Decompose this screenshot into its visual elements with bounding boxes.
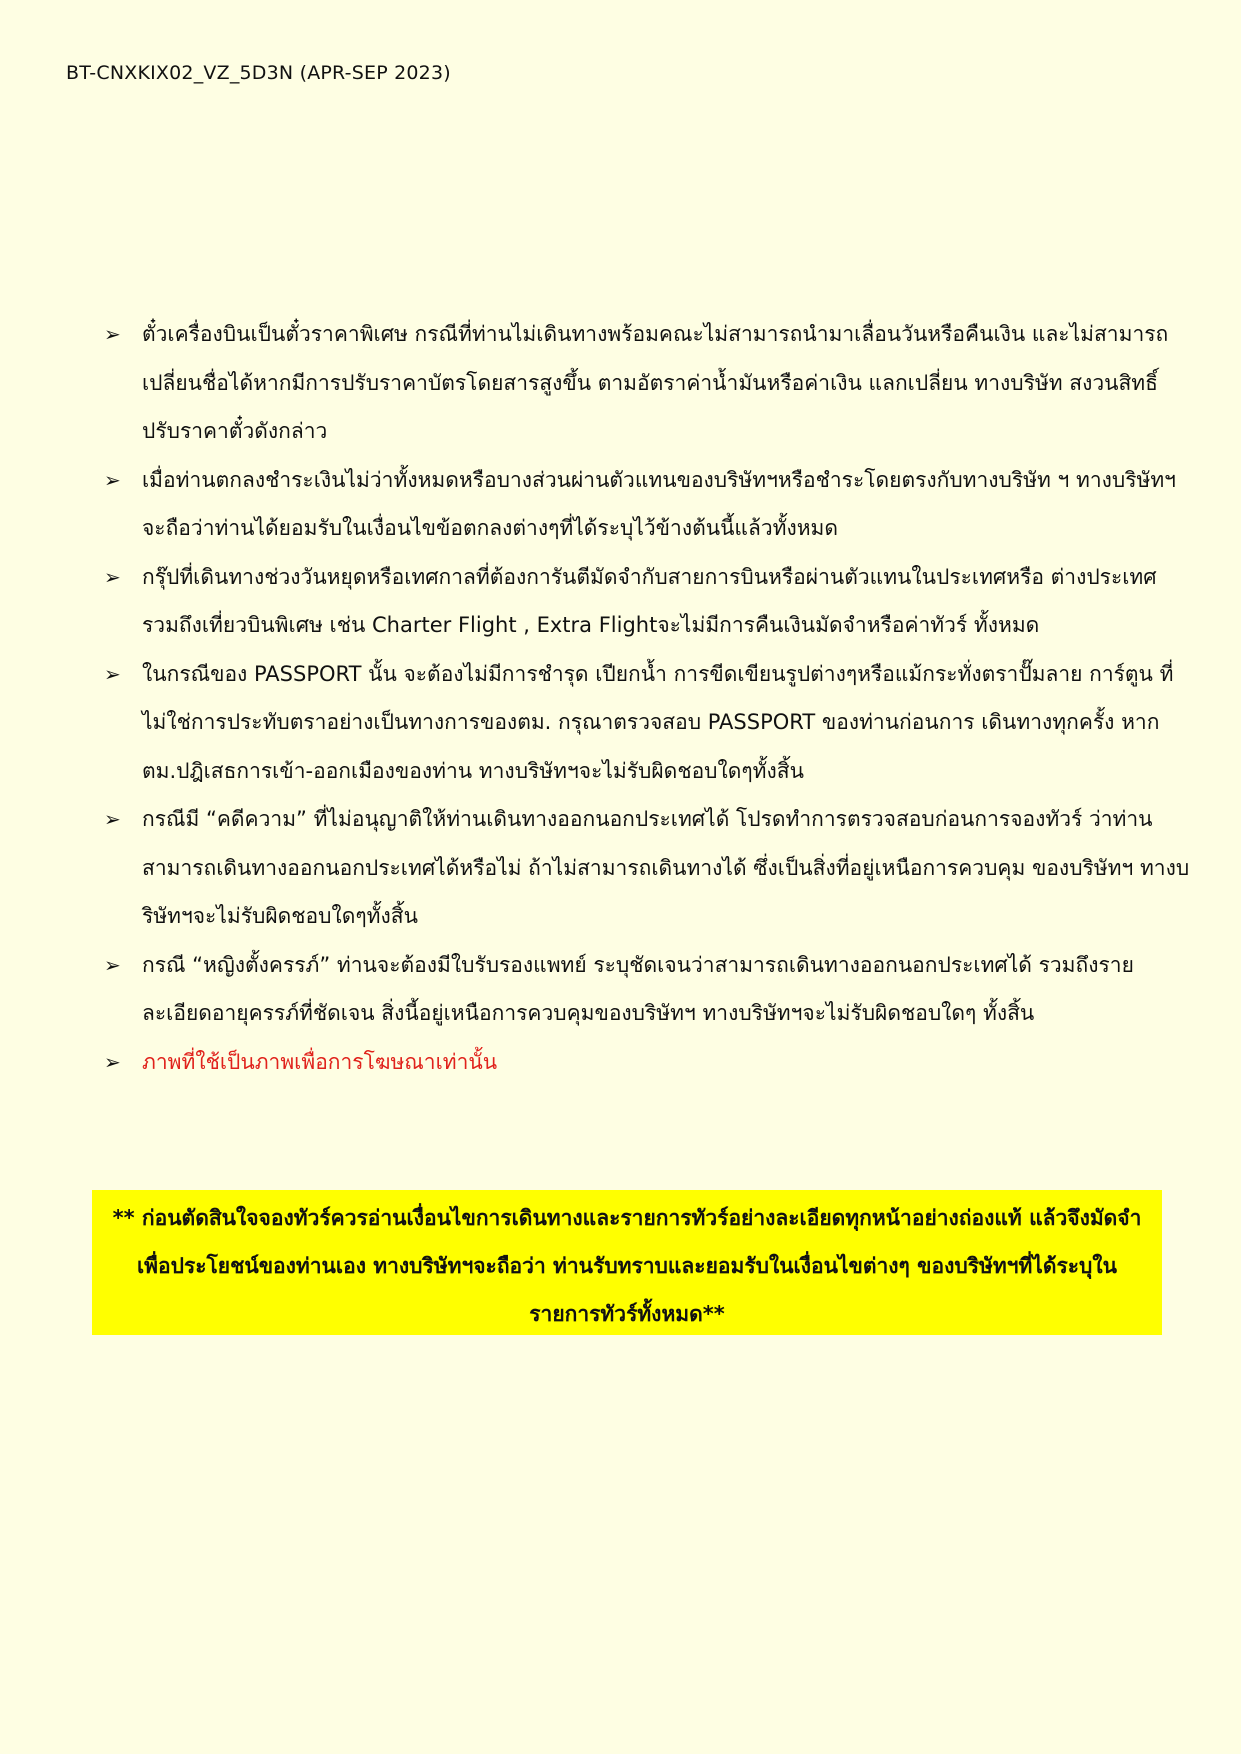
arrow-bullet-icon: ➢ — [104, 661, 121, 686]
document-code: BT-CNXKIX02_VZ_5D3N (APR-SEP 2023) — [66, 62, 451, 84]
term-item-passport — [100, 650, 1190, 796]
term-text-highlight: ภาพที่ใช้เป็นภาพเพื่อการโฆษณาเท่านั้น — [142, 1049, 498, 1074]
term-item-legal-case — [100, 795, 1190, 941]
term-text: เมื่อท่านตกลงชำระเงินไม่ว่าทั้งหมดหรือบางส่วนผ่านตัวแทนของบริษัทฯหรือชำระโดยตรงกับทางบริษัท ฯ ทางบริษัทฯจะถือว่าท่านได้ยอมรับในเงื่อนไขข้อตกลงต่างๆที่ได้ระบุไว้ข้างต้นนี้แล้วทั้งหมด — [142, 467, 1176, 540]
term-text: ในกรณีของ PASSPORT นั้น จะต้องไม่มีการชำรุด เปียกน้ำ การขีดเขียนรูปต่างๆหรือแม้กระทั่งตราปั๊มลาย การ์ตูน ที่ไม่ใช่การประทับตราอย่างเป็นทางการของตม. กรุณาตรวจสอบ PASSPORT ของท่านก่อนการ เดินทางทุกครั้ง หาก ตม.ปฎิเสธการเข้า-ออกเมืองของท่าน ทางบริษัทฯจะไม่รับผิดชอบใดๆทั้งสิ้น — [142, 661, 1174, 783]
term-text: กรุ๊ปที่เดินทางช่วงวันหยุดหรือเทศกาลที่ต้องการันตีมัดจำกับสายการบินหรือผ่านตัวแทนในประเทศหรือ ต่างประเทศ รวมถึงเที่ยวบินพิเศษ เช่น Charter Flight , Extra Flightจะไม่มีการคืนเงินมัดจำหรือค่าทัวร์ ทั้งหมด — [142, 564, 1157, 637]
important-notice-box — [92, 1190, 1162, 1335]
arrow-bullet-icon: ➢ — [104, 564, 121, 589]
arrow-bullet-icon: ➢ — [104, 467, 121, 492]
arrow-bullet-icon: ➢ — [104, 1049, 121, 1074]
arrow-bullet-icon: ➢ — [104, 322, 121, 346]
terms-list — [100, 310, 1190, 1086]
term-item-image-disclaimer — [100, 1038, 1190, 1087]
term-text: ตั๋วเครื่องบินเป็นตั๋วราคาพิเศษ กรณีที่ท่านไม่เดินทางพร้อมคณะไม่สามารถนำมาเลื่อนวันหรือคืนเงิน และไม่สามารถเปลี่ยนชื่อได้หากมีการปรับราคาบัตรโดยสารสูงขึ้น ตามอัตราค่าน้ำมันหรือค่าเงิน แลกเปลี่ยน ทางบริษัท สงวนสิทธิ์ปรับราคาตั๋วดังกล่าว — [142, 322, 1169, 443]
term-item-holiday-groups — [100, 553, 1190, 650]
term-text: กรณีมี “คดีความ” ที่ไม่อนุญาติให้ท่านเดินทางออกนอกประเทศได้ โปรดทำการตรวจสอบก่อนการจองทัวร์ ว่าท่านสามารถเดินทางออกนอกประเทศได้หรือไม่ ถ้าไม่สามารถเดินทางได้ ซึ่งเป็นสิ่งที่อยู่เหนือการควบคุม ของบริษัทฯ ทางบริษัทฯจะไม่รับผิดชอบใดๆทั้งสิ้น — [142, 807, 1190, 928]
term-item-pregnancy — [100, 941, 1190, 1038]
important-notice-text: ** ก่อนตัดสินใจจองทัวร์ควรอ่านเงื่อนไขการเดินทางและรายการทัวร์อย่างละเอียดทุกหน้าอย่างถ่องแท้ แล้วจึงมัดจำเพื่อประโยชน์ของท่านเอง ทางบริษัทฯจะถือว่า ท่านรับทราบและยอมรับในเงื่อนไขต่างๆ ของบริษัทฯที่ได้ระบุในรายการทัวร์ทั้งหมด** — [112, 1206, 1142, 1326]
term-item-airfare — [100, 310, 1190, 456]
arrow-bullet-icon: ➢ — [104, 952, 121, 977]
term-text: กรณี “หญิงตั้งครรภ์” ท่านจะต้องมีใบรับรองแพทย์ ระบุชัดเจนว่าสามารถเดินทางออกนอกประเทศได้ รวมถึงรายละเอียดอายุครรภ์ที่ชัดเจน สิ่งนี้อยู่เหนือการควบคุมของบริษัทฯ ทางบริษัทฯจะไม่รับผิดชอบใดๆ ทั้งสิ้น — [142, 952, 1134, 1025]
arrow-bullet-icon: ➢ — [104, 807, 121, 831]
term-item-payment — [100, 456, 1190, 553]
